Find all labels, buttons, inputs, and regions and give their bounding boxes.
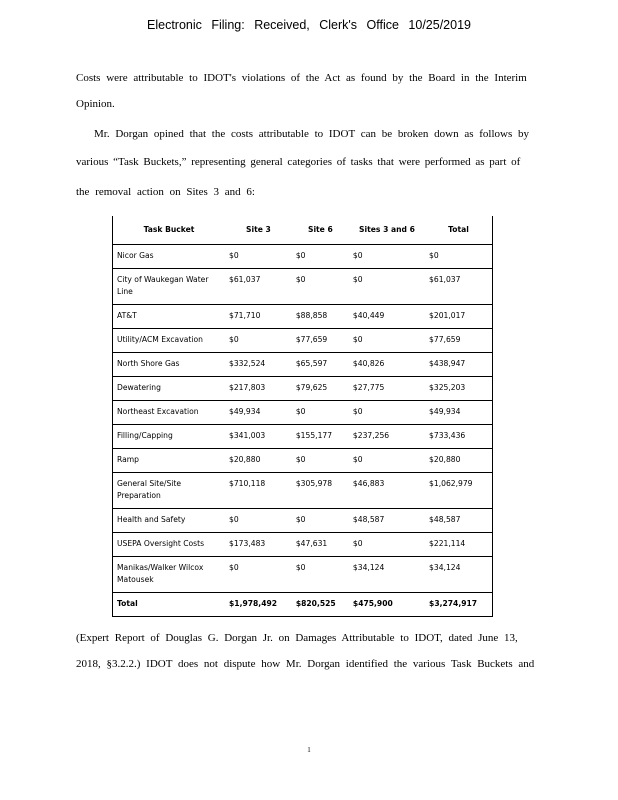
amount-cell: $40,449 [349,305,425,329]
amount-cell: $27,775 [349,377,425,401]
task-bucket-cell: AT&T [113,305,226,329]
paragraph-line: Costs were attributable to IDOT's violations of the Act as found by the Board in the Interim [76,72,527,84]
amount-cell: $88,858 [292,305,349,329]
amount-cell: $71,710 [225,305,292,329]
amount-cell: $0 [349,401,425,425]
table-row [113,533,493,557]
task-bucket-cell: North Shore Gas [113,353,226,377]
amount-cell: $61,037 [225,269,292,305]
task-bucket-cell: Health and Safety [113,509,226,533]
paragraph-line: Mr. Dorgan opined that the costs attributable to IDOT can be broken down as follows by [94,128,530,140]
table-row [113,353,493,377]
column-header: Task Bucket [113,216,226,245]
table-row [113,593,493,617]
task-bucket-cell: Filling/Capping [113,425,226,449]
amount-cell: $173,483 [225,533,292,557]
amount-cell: $77,659 [425,329,492,353]
amount-cell: $221,114 [425,533,492,557]
column-header: Site 3 [246,225,271,234]
task-bucket-cell: Total [113,593,226,617]
amount-cell: $201,017 [425,305,492,329]
amount-cell: $34,124 [349,557,425,593]
table-row [113,473,493,509]
amount-cell: $0 [225,557,292,593]
amount-cell: $0 [292,449,349,473]
amount-cell: $3,274,917 [425,593,492,617]
amount-cell: $48,587 [349,509,425,533]
task-bucket-cell: Northeast Excavation [113,401,226,425]
amount-cell: $20,880 [225,449,292,473]
amount-cell: $0 [349,449,425,473]
task-bucket-table [112,216,493,617]
amount-cell: $0 [349,269,425,305]
amount-cell: $49,934 [225,401,292,425]
amount-cell: $0 [292,245,349,269]
task-bucket-cell: General Site/Site Preparation [113,473,226,509]
amount-cell: $40,826 [349,353,425,377]
amount-cell: $77,659 [292,329,349,353]
amount-cell: $217,803 [225,377,292,401]
amount-cell: $0 [292,509,349,533]
paragraph-line: Opinion. [76,98,115,110]
amount-cell: $305,978 [292,473,349,509]
column-header: Sites 3 and 6 [359,225,415,234]
table-row [113,269,493,305]
amount-cell: $0 [292,401,349,425]
table-row [113,425,493,449]
amount-cell: $61,037 [425,269,492,305]
paragraph-line: 2018, §3.2.2.) IDOT does not dispute how Mr. Dorgan identified the various Task Buckets and [76,658,535,670]
table-row [113,557,493,593]
amount-cell: $49,934 [425,401,492,425]
table-row [113,509,493,533]
amount-cell: $438,947 [425,353,492,377]
column-header: Site 6 [307,225,333,234]
table-row [113,305,493,329]
amount-cell: $48,587 [425,509,492,533]
amount-cell: $0 [225,329,292,353]
amount-cell: $475,900 [349,593,425,617]
amount-cell: $65,597 [292,353,349,377]
amount-cell: $341,003 [225,425,292,449]
task-bucket-cell: City of Waukegan Water Line [113,269,226,305]
amount-cell: $1,978,492 [225,593,292,617]
amount-cell: $0 [349,245,425,269]
column-header: Total [425,216,492,245]
task-bucket-cell: Nicor Gas [113,245,226,269]
amount-cell: $47,631 [292,533,349,557]
task-bucket-cell: Manikas/Walker Wilcox Matousek [113,557,226,593]
amount-cell: $0 [225,245,292,269]
table-row [113,245,493,269]
task-bucket-cell: Ramp [113,449,226,473]
amount-cell: $325,203 [425,377,492,401]
amount-cell: $0 [425,245,492,269]
amount-cell: $155,177 [292,425,349,449]
amount-cell: $79,625 [292,377,349,401]
table-row [113,329,493,353]
amount-cell: $710,118 [225,473,292,509]
table-row [113,449,493,473]
amount-cell: $0 [349,329,425,353]
paragraph-line: the removal action on Sites 3 and 6: [76,186,255,198]
task-bucket-cell: USEPA Oversight Costs [113,533,226,557]
paragraph-line: various “Task Buckets,” representing general categories of tasks that were performed as part of [76,156,521,168]
amount-cell: $0 [225,509,292,533]
table-row [113,377,493,401]
amount-cell: $34,124 [425,557,492,593]
task-bucket-cell: Utility/ACM Excavation [113,329,226,353]
amount-cell: $46,883 [349,473,425,509]
filing-header: Electronic Filing: Received, Clerk's Office 10/25/2019 [147,18,471,32]
amount-cell: $20,880 [425,449,492,473]
table-row [113,401,493,425]
amount-cell: $237,256 [349,425,425,449]
task-bucket-cell: Dewatering [113,377,226,401]
amount-cell: $0 [292,557,349,593]
amount-cell: $820,525 [292,593,349,617]
amount-cell: $1,062,979 [425,473,492,509]
page-number: 1 [307,746,311,754]
paragraph-line: (Expert Report of Douglas G. Dorgan Jr. on Damages Attributable to IDOT, dated June 13, [76,632,518,644]
amount-cell: $0 [292,269,349,305]
amount-cell: $0 [349,533,425,557]
amount-cell: $733,436 [425,425,492,449]
amount-cell: $332,524 [225,353,292,377]
